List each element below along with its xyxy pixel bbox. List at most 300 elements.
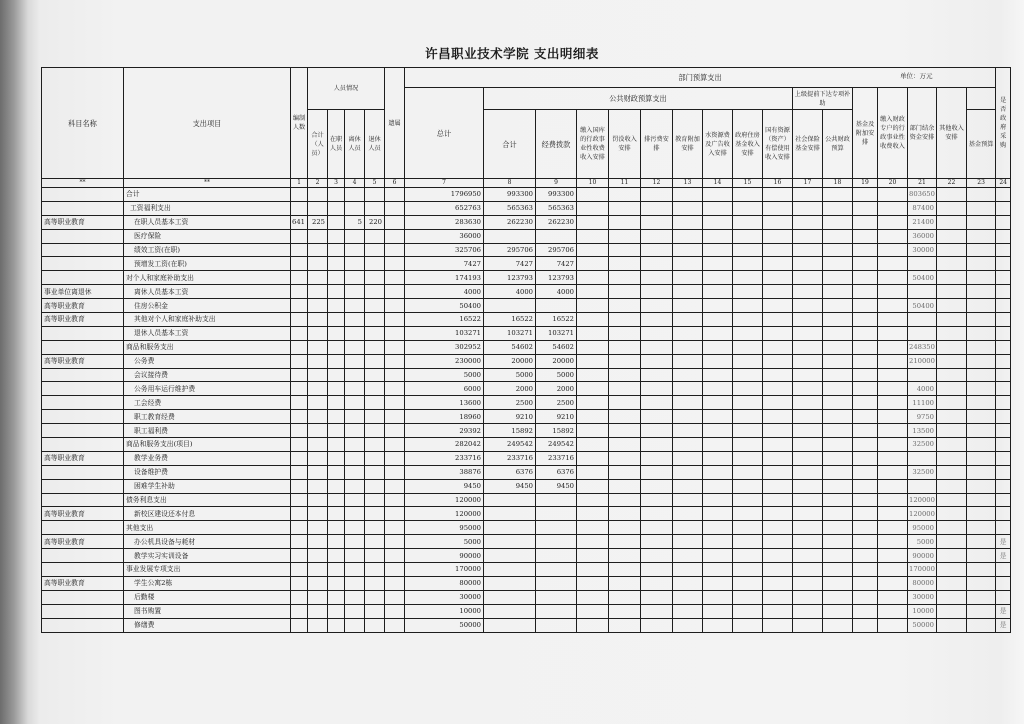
empty-cell <box>673 465 703 479</box>
empty-cell <box>793 438 823 452</box>
empty-cell <box>823 188 853 202</box>
empty-cell <box>609 549 641 563</box>
empty-cell <box>853 549 878 563</box>
item-cell: 离休人员基本工资 <box>124 285 291 299</box>
empty-cell <box>937 271 967 285</box>
empty-cell <box>793 479 823 493</box>
procurement-flag-cell <box>996 271 1011 285</box>
empty-cell <box>793 229 823 243</box>
empty-cell <box>609 507 641 521</box>
empty-cell <box>703 424 733 438</box>
empty-cell <box>577 215 609 229</box>
empty-cell <box>878 549 908 563</box>
empty-cell <box>937 438 967 452</box>
empty-cell <box>967 271 996 285</box>
pf-funding-cell: 54602 <box>536 340 577 354</box>
empty-cell <box>763 576 793 590</box>
personnel-cell <box>308 479 328 493</box>
survivors-cell <box>385 313 405 327</box>
item-cell: 修缮费 <box>124 618 291 632</box>
table-row <box>42 410 1011 424</box>
personnel-cell <box>365 618 385 632</box>
empty-cell <box>577 590 609 604</box>
empty-cell <box>673 618 703 632</box>
personnel-cell <box>308 313 328 327</box>
empty-cell <box>823 549 853 563</box>
empty-cell <box>823 618 853 632</box>
empty-cell <box>967 493 996 507</box>
empty-cell <box>733 326 763 340</box>
col21-cell: 36000 <box>908 229 937 243</box>
empty-cell <box>763 243 793 257</box>
empty-cell <box>967 215 996 229</box>
header-establishment: 编制人数 <box>291 68 308 179</box>
col21-cell: 120000 <box>908 507 937 521</box>
subject-cell <box>42 465 124 479</box>
column-number-cell: 21 <box>908 179 937 188</box>
col21-cell: 95000 <box>908 521 937 535</box>
total-cell: 233716 <box>405 451 484 465</box>
empty-cell <box>853 424 878 438</box>
empty-cell <box>733 451 763 465</box>
col21-cell <box>908 285 937 299</box>
procurement-flag-cell <box>996 424 1011 438</box>
personnel-cell <box>365 243 385 257</box>
empty-cell <box>609 479 641 493</box>
personnel-cell <box>345 521 365 535</box>
item-cell: 工会经费 <box>124 396 291 410</box>
subject-cell: 高等职业教育 <box>42 299 124 313</box>
procurement-flag-cell <box>996 521 1011 535</box>
empty-cell <box>763 257 793 271</box>
empty-cell <box>878 326 908 340</box>
empty-cell <box>878 521 908 535</box>
empty-cell <box>733 299 763 313</box>
empty-cell <box>937 188 967 202</box>
empty-cell <box>609 618 641 632</box>
total-cell: 652763 <box>405 201 484 215</box>
subject-cell: 高等职业教育 <box>42 507 124 521</box>
total-cell: 174193 <box>405 271 484 285</box>
personnel-cell <box>345 563 365 577</box>
column-number-cell: 16 <box>763 179 793 188</box>
personnel-cell <box>291 549 308 563</box>
pf-total-cell: 2500 <box>484 396 536 410</box>
empty-cell <box>703 215 733 229</box>
empty-cell <box>577 368 609 382</box>
procurement-flag-cell <box>996 451 1011 465</box>
empty-cell <box>609 354 641 368</box>
pf-funding-cell: 103271 <box>536 326 577 340</box>
empty-cell <box>733 438 763 452</box>
col21-cell <box>908 479 937 493</box>
personnel-cell <box>365 257 385 271</box>
empty-cell <box>878 590 908 604</box>
personnel-cell <box>291 382 308 396</box>
total-cell: 29392 <box>405 424 484 438</box>
personnel-cell <box>345 396 365 410</box>
empty-cell <box>967 340 996 354</box>
empty-cell <box>853 493 878 507</box>
personnel-cell <box>291 299 308 313</box>
empty-cell <box>823 396 853 410</box>
table-row <box>42 354 1011 368</box>
table-row <box>42 618 1011 632</box>
personnel-cell <box>345 285 365 299</box>
personnel-cell <box>291 257 308 271</box>
empty-cell <box>853 507 878 521</box>
personnel-cell <box>291 507 308 521</box>
empty-cell <box>853 396 878 410</box>
subject-cell <box>42 438 124 452</box>
survivors-cell <box>385 424 405 438</box>
empty-cell <box>673 438 703 452</box>
col21-cell: 210000 <box>908 354 937 368</box>
empty-cell <box>878 604 908 618</box>
personnel-cell <box>365 285 385 299</box>
empty-cell <box>577 382 609 396</box>
empty-cell <box>703 521 733 535</box>
empty-cell <box>967 465 996 479</box>
empty-cell <box>853 521 878 535</box>
personnel-cell <box>308 493 328 507</box>
personnel-cell <box>308 340 328 354</box>
personnel-cell <box>365 493 385 507</box>
empty-cell <box>673 243 703 257</box>
empty-cell <box>967 438 996 452</box>
empty-cell <box>609 535 641 549</box>
empty-cell <box>577 535 609 549</box>
pf-total-cell: 993300 <box>484 188 536 202</box>
personnel-cell <box>328 618 345 632</box>
empty-cell <box>733 229 763 243</box>
empty-cell <box>577 493 609 507</box>
procurement-flag-cell <box>996 576 1011 590</box>
empty-cell <box>853 313 878 327</box>
empty-cell <box>823 215 853 229</box>
empty-cell <box>793 549 823 563</box>
empty-cell <box>853 243 878 257</box>
empty-cell <box>609 382 641 396</box>
empty-cell <box>793 424 823 438</box>
empty-cell <box>641 313 673 327</box>
empty-cell <box>793 313 823 327</box>
pf-total-cell <box>484 618 536 632</box>
personnel-cell <box>365 535 385 549</box>
empty-cell <box>733 549 763 563</box>
col21-cell: 50400 <box>908 299 937 313</box>
empty-cell <box>937 299 967 313</box>
total-cell: 30000 <box>405 590 484 604</box>
table-row <box>42 229 1011 243</box>
empty-cell <box>577 424 609 438</box>
empty-cell <box>853 563 878 577</box>
procurement-flag-cell: 是 <box>996 549 1011 563</box>
personnel-cell <box>365 507 385 521</box>
header-col22: 部门结余资金安排 <box>908 88 937 179</box>
empty-cell <box>641 201 673 215</box>
personnel-cell <box>291 229 308 243</box>
empty-cell <box>793 382 823 396</box>
empty-cell <box>577 354 609 368</box>
personnel-cell <box>365 479 385 493</box>
empty-cell <box>703 451 733 465</box>
col21-cell <box>908 257 937 271</box>
empty-cell <box>763 521 793 535</box>
personnel-cell <box>365 188 385 202</box>
empty-cell <box>853 271 878 285</box>
empty-cell <box>703 285 733 299</box>
personnel-cell <box>308 521 328 535</box>
pf-total-cell <box>484 507 536 521</box>
personnel-cell <box>345 368 365 382</box>
table-row <box>42 493 1011 507</box>
expense-detail-table <box>41 67 1011 633</box>
empty-cell <box>673 201 703 215</box>
column-number-cell: 6 <box>385 179 405 188</box>
empty-cell <box>673 410 703 424</box>
empty-cell <box>609 424 641 438</box>
empty-cell <box>823 424 853 438</box>
total-cell: 90000 <box>405 549 484 563</box>
personnel-cell <box>291 618 308 632</box>
table-row <box>42 201 1011 215</box>
personnel-cell <box>328 313 345 327</box>
pf-funding-cell <box>536 590 577 604</box>
personnel-cell <box>308 549 328 563</box>
personnel-cell <box>365 271 385 285</box>
empty-cell <box>609 576 641 590</box>
empty-cell <box>673 285 703 299</box>
procurement-flag-cell <box>996 368 1011 382</box>
personnel-cell <box>345 549 365 563</box>
personnel-cell <box>328 340 345 354</box>
table-row <box>42 299 1011 313</box>
personnel-cell <box>345 299 365 313</box>
column-number-cell: 10 <box>577 179 609 188</box>
empty-cell <box>967 410 996 424</box>
empty-cell <box>793 618 823 632</box>
item-cell: 商品和服务支出 <box>124 340 291 354</box>
procurement-flag-cell <box>996 493 1011 507</box>
empty-cell <box>793 285 823 299</box>
personnel-cell <box>365 410 385 424</box>
personnel-cell <box>365 604 385 618</box>
empty-cell <box>673 451 703 465</box>
empty-cell <box>937 257 967 271</box>
subject-cell <box>42 604 124 618</box>
table-row <box>42 326 1011 340</box>
empty-cell <box>823 563 853 577</box>
empty-cell <box>967 563 996 577</box>
empty-cell <box>823 493 853 507</box>
empty-cell <box>577 243 609 257</box>
empty-cell <box>609 563 641 577</box>
empty-cell <box>577 507 609 521</box>
survivors-cell <box>385 229 405 243</box>
empty-cell <box>673 382 703 396</box>
personnel-cell <box>328 521 345 535</box>
total-cell: 230000 <box>405 354 484 368</box>
empty-cell <box>793 354 823 368</box>
column-number-cell: 22 <box>937 179 967 188</box>
personnel-cell <box>328 465 345 479</box>
pf-funding-cell: 4000 <box>536 285 577 299</box>
empty-cell <box>703 229 733 243</box>
empty-cell <box>967 299 996 313</box>
personnel-cell <box>328 479 345 493</box>
empty-cell <box>967 535 996 549</box>
table-row <box>42 271 1011 285</box>
empty-cell <box>937 243 967 257</box>
empty-cell <box>823 451 853 465</box>
personnel-cell <box>365 326 385 340</box>
table-row <box>42 451 1011 465</box>
column-number-row <box>42 179 1011 188</box>
empty-cell <box>641 382 673 396</box>
pf-total-cell: 233716 <box>484 451 536 465</box>
pf-funding-cell: 5000 <box>536 368 577 382</box>
personnel-cell <box>308 604 328 618</box>
empty-cell <box>878 451 908 465</box>
col21-cell: 21400 <box>908 215 937 229</box>
empty-cell <box>878 188 908 202</box>
empty-cell <box>878 618 908 632</box>
personnel-cell <box>308 354 328 368</box>
header-col13: 教育附加安排 <box>673 110 703 179</box>
survivors-cell <box>385 396 405 410</box>
empty-cell <box>673 188 703 202</box>
empty-cell <box>937 451 967 465</box>
table-row <box>42 382 1011 396</box>
personnel-cell <box>328 201 345 215</box>
survivors-cell <box>385 299 405 313</box>
pf-total-cell: 54602 <box>484 340 536 354</box>
empty-cell <box>853 535 878 549</box>
pf-funding-cell <box>536 535 577 549</box>
pf-total-cell <box>484 576 536 590</box>
empty-cell <box>853 590 878 604</box>
column-number-cell: 19 <box>853 179 878 188</box>
empty-cell <box>641 604 673 618</box>
empty-cell <box>878 465 908 479</box>
personnel-cell <box>328 424 345 438</box>
empty-cell <box>793 604 823 618</box>
empty-cell <box>609 326 641 340</box>
empty-cell <box>937 215 967 229</box>
survivors-cell <box>385 590 405 604</box>
personnel-cell <box>328 299 345 313</box>
total-cell: 120000 <box>405 493 484 507</box>
personnel-cell <box>365 549 385 563</box>
col21-cell <box>908 326 937 340</box>
empty-cell <box>878 313 908 327</box>
procurement-flag-cell <box>996 229 1011 243</box>
personnel-cell <box>345 493 365 507</box>
total-cell: 18960 <box>405 410 484 424</box>
personnel-cell <box>345 271 365 285</box>
personnel-cell <box>328 368 345 382</box>
empty-cell <box>878 257 908 271</box>
empty-cell <box>967 229 996 243</box>
col21-cell: 80000 <box>908 576 937 590</box>
personnel-cell <box>291 271 308 285</box>
header-in-service: 在职人员 <box>328 110 345 179</box>
empty-cell <box>793 271 823 285</box>
empty-cell <box>937 382 967 396</box>
personnel-cell <box>291 410 308 424</box>
procurement-flag-cell: 是 <box>996 535 1011 549</box>
item-cell: 其他支出 <box>124 521 291 535</box>
total-cell: 9450 <box>405 479 484 493</box>
subject-cell <box>42 493 124 507</box>
pf-total-cell: 123793 <box>484 271 536 285</box>
personnel-cell <box>365 382 385 396</box>
personnel-cell <box>328 354 345 368</box>
empty-cell <box>609 340 641 354</box>
personnel-cell <box>291 563 308 577</box>
col21-cell: 30000 <box>908 590 937 604</box>
empty-cell <box>823 521 853 535</box>
item-cell: 办公机具设备与耗材 <box>124 535 291 549</box>
empty-cell <box>937 201 967 215</box>
table-row <box>42 438 1011 452</box>
empty-cell <box>937 326 967 340</box>
total-cell: 302952 <box>405 340 484 354</box>
empty-cell <box>823 438 853 452</box>
total-cell: 4000 <box>405 285 484 299</box>
empty-cell <box>609 438 641 452</box>
empty-cell <box>703 313 733 327</box>
header-col11: 罚没收入安排 <box>609 110 641 179</box>
personnel-cell <box>328 604 345 618</box>
empty-cell <box>793 521 823 535</box>
empty-cell <box>577 618 609 632</box>
empty-cell <box>937 424 967 438</box>
personnel-cell <box>345 410 365 424</box>
personnel-cell <box>308 507 328 521</box>
empty-cell <box>763 340 793 354</box>
pf-total-cell: 565363 <box>484 201 536 215</box>
empty-cell <box>763 326 793 340</box>
pf-funding-cell: 6376 <box>536 465 577 479</box>
survivors-cell <box>385 618 405 632</box>
empty-cell <box>609 313 641 327</box>
col21-cell: 120000 <box>908 493 937 507</box>
empty-cell <box>703 618 733 632</box>
survivors-cell <box>385 326 405 340</box>
empty-cell <box>878 479 908 493</box>
personnel-cell <box>365 229 385 243</box>
survivors-cell <box>385 201 405 215</box>
empty-cell <box>673 590 703 604</box>
survivors-cell <box>385 479 405 493</box>
empty-cell <box>823 604 853 618</box>
empty-cell <box>823 340 853 354</box>
empty-cell <box>878 271 908 285</box>
empty-cell <box>577 285 609 299</box>
item-cell: 工资福利支出 <box>124 201 291 215</box>
procurement-flag-cell <box>996 326 1011 340</box>
personnel-cell <box>308 438 328 452</box>
pf-funding-cell: 7427 <box>536 257 577 271</box>
subject-cell: 高等职业教育 <box>42 313 124 327</box>
empty-cell <box>853 201 878 215</box>
col21-cell: 11100 <box>908 396 937 410</box>
empty-cell <box>853 604 878 618</box>
empty-cell <box>763 354 793 368</box>
empty-cell <box>823 313 853 327</box>
